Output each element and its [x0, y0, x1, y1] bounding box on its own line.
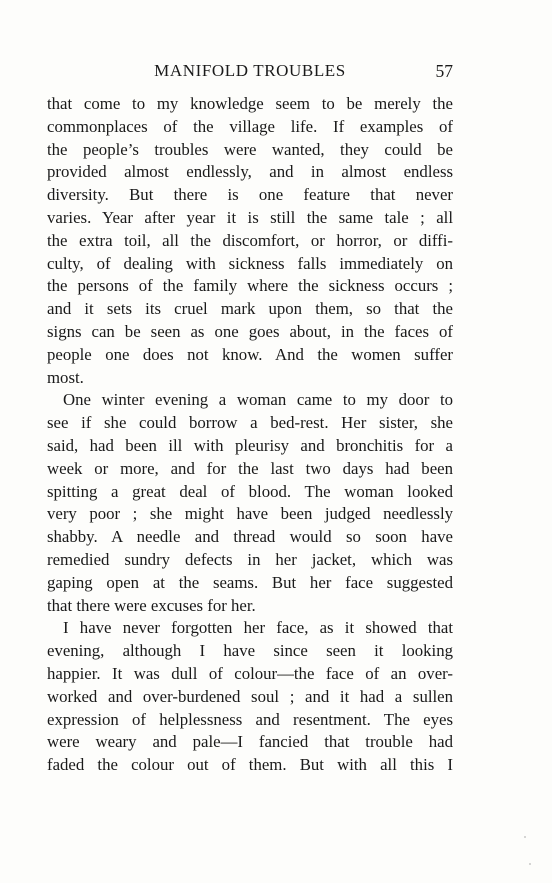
text-line: were weary and pale—I fancied that trouble had: [47, 732, 453, 752]
page-header: [47, 58, 453, 84]
text-line: expression of helplessness and resentment. The eyes: [47, 709, 453, 729]
scan-speck: [524, 836, 526, 838]
text-line: very poor ; she might have been judged needlessly: [47, 504, 453, 524]
text-line: signs can be seen as one goes about, in the faces of: [47, 321, 453, 341]
text-line: provided almost endlessly, and in almost endless: [47, 162, 453, 182]
text-line: see if she could borrow a bed-rest. Her sister, she: [47, 413, 453, 433]
text-line: week or more, and for the last two days had been: [47, 458, 453, 478]
text-line: and it sets its cruel mark upon them, so that the: [47, 299, 453, 319]
text-line: diversity. But there is one feature that never: [47, 185, 453, 205]
text-line: faded the colour out of them. But with all this I: [47, 755, 453, 775]
page-number: 57: [435, 61, 453, 81]
text-line: shabby. A needle and thread would so soon have: [47, 527, 453, 547]
text-line: the people’s troubles were wanted, they could be: [47, 139, 453, 159]
text-line: the extra toil, all the discomfort, or horror, or diffi-: [47, 230, 453, 250]
text-line: said, had been ill with pleurisy and bronchitis for a: [47, 435, 453, 455]
running-title: MANIFOLD TROUBLES: [154, 61, 346, 80]
paragraph-first-line: I have never forgotten her face, as it showed that: [63, 618, 453, 638]
text-line: culty, of dealing with sickness falls immediately on: [47, 253, 453, 273]
text-line: people one does not know. And the women suffer: [47, 344, 453, 364]
text-line: spitting a great deal of blood. The woman looked: [47, 481, 453, 501]
text-line: evening, although I have since seen it looking: [47, 641, 453, 661]
text-line: commonplaces of the village life. If examples of: [47, 116, 453, 136]
paragraph-first-line: One winter evening a woman came to my door to: [63, 390, 453, 410]
text-line: remedied sundry defects in her jacket, which was: [47, 549, 453, 569]
body-text: [47, 93, 453, 777]
text-line: worked and over-burdened soul ; and it had a sullen: [47, 686, 453, 706]
text-line: happier. It was dull of colour—the face of an over-: [47, 663, 453, 683]
text-line: gaping open at the seams. But her face suggested: [47, 572, 453, 592]
scan-speck: [529, 863, 531, 865]
paragraph-end-line: that there were excuses for her.: [47, 595, 256, 615]
text-line: that come to my knowledge seem to be merely the: [47, 94, 453, 113]
text-line: varies. Year after year it is still the same tale ; all: [47, 207, 453, 227]
text-line: the persons of the family where the sickness occurs ;: [47, 276, 453, 296]
paragraph-end-line: most.: [47, 367, 84, 387]
